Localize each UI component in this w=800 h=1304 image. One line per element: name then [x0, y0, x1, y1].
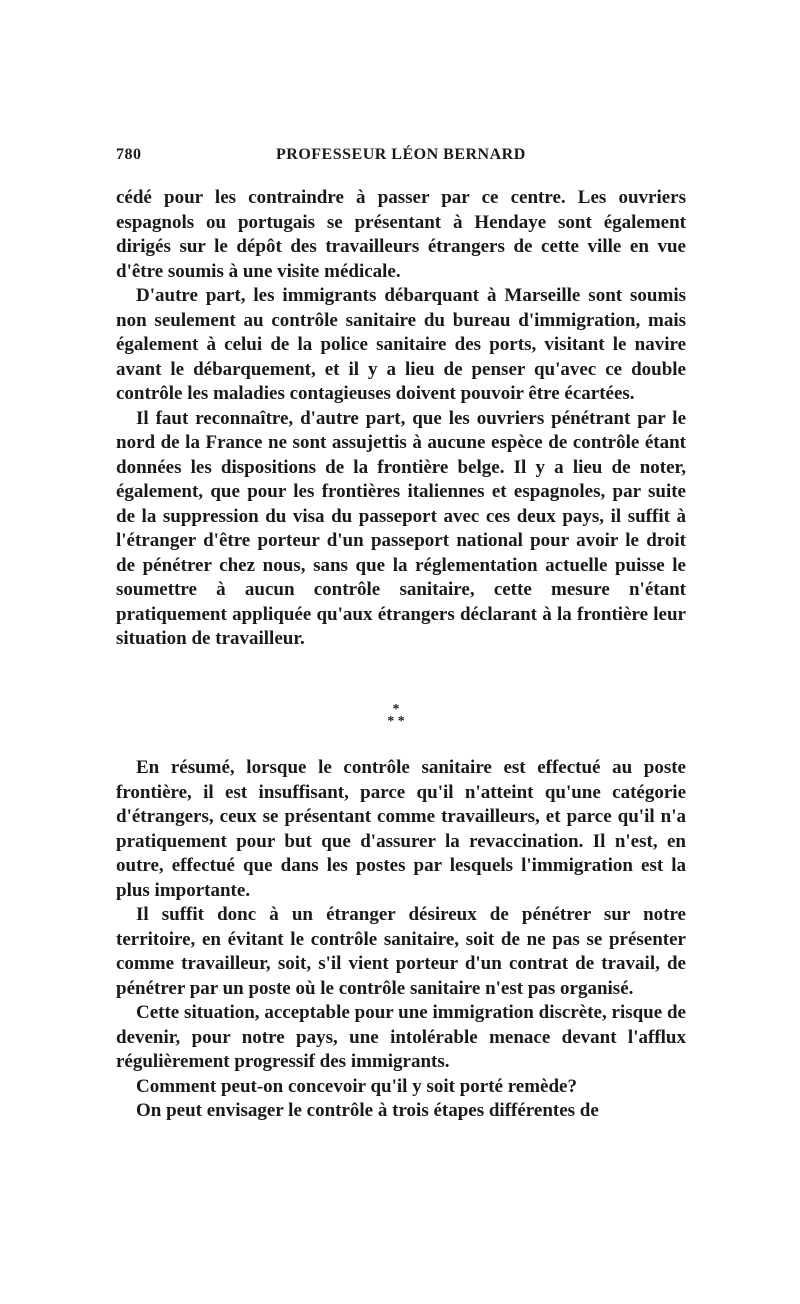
paragraph: Il suffit donc à un étranger désireux de pénétrer sur notre territoire, en évitant le contrôle sanitaire, soit de ne pas se présenter comme travailleur, soit, s'il vient porteur d'un contrat de travail, de pénétrer par un poste où le contrôle sanitaire n'est pas organisé. [116, 904, 686, 999]
paragraph: D'autre part, les immigrants débarquant à Marseille sont soumis non seulement au contrôle sanitaire du bureau d'immigration, mais également à celui de la police sanitaire des ports, visitant le navire avant le débarquement, et il y a lieu de penser qu'avec ce double contrôle les maladies contagieuses doivent pouvoir être écartées. [116, 285, 686, 404]
paragraph: Il faut reconnaître, d'autre part, que les ouvriers pénétrant par le nord de la France ne sont assujettis à aucune espèce de contrôle étant données les dispositions de la frontière belge. Il y a lieu de noter, également, que pour les frontières italiennes et espagnoles, par suite de la suppression du visa du passeport avec ces deux pays, il suffit à l'étranger d'être porteur d'un passeport national pour avoir le droit de pénétrer chez nous, sans que la réglementation actuelle puisse le soumettre à aucun contrôle sanitaire, cette mesure n'étant pratiquement appliquée qu'aux étrangers déclarant à la frontière leur situation de travailleur. [116, 407, 686, 649]
page-number: 780 [116, 146, 142, 163]
section-break-asterism [376, 704, 416, 734]
paragraph: Comment peut-on concevoir qu'il y soit porté remède? [136, 1075, 577, 1097]
asterism-top: * [392, 702, 400, 717]
paragraph: Cette situation, acceptable pour une immigration discrète, risque de devenir, pour notre pays, une intolérable menace devant l'afflux régulièrement progressif des immigrants. [116, 1002, 686, 1072]
paragraph: On peut envisager le contrôle à trois étapes différentes de [136, 1100, 599, 1121]
text-block-after-break [116, 756, 686, 1124]
paragraph: En résumé, lorsque le contrôle sanitaire est effectué au poste frontière, il est insuffisant, parce qu'il n'atteint qu'une catégorie d'étrangers, ceux se présentant comme travailleurs, et parce qu'il n'a pratiquement pour but que d'assurer la revaccination. Il n'est, en outre, effectué que dans les postes par lesquels l'immigration est la plus importante. [116, 757, 686, 901]
paragraph-continued: cédé pour les contraindre à passer par ce centre. Les ouvriers espagnols ou portugais se présentant à Hendaye sont également dirigés sur le dépôt des travailleurs étrangers de cette ville en vue d'être soumis à une visite médicale. [116, 187, 686, 282]
text-block-before-break [116, 186, 686, 652]
asterism-bottom: * * [387, 714, 405, 729]
running-title: PROFESSEUR LÉON BERNARD [276, 146, 526, 163]
